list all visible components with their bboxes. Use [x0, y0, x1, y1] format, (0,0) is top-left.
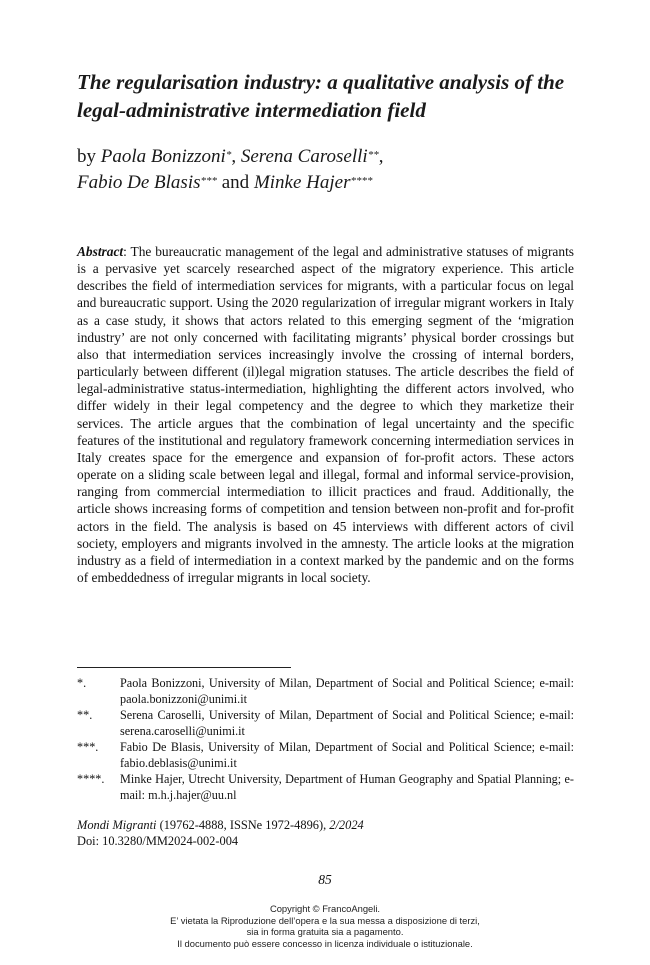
author-footnote-mark: **	[367, 149, 379, 161]
author-separator: ,	[231, 146, 241, 167]
footnote	[77, 771, 574, 803]
citation-line	[77, 817, 574, 833]
footnote	[77, 739, 574, 771]
article-title: The regularisation industry: a qualitative analysis of the legal-administrative intermediation field	[77, 70, 565, 122]
author-footnote-mark: ****	[350, 175, 373, 187]
journal-citation	[77, 817, 574, 849]
footnotes	[77, 675, 574, 803]
footnote-mark: ***.	[77, 740, 99, 754]
footnote	[77, 707, 574, 739]
author-list	[77, 144, 577, 196]
copyright-line: Copyright © FrancoAngeli.	[269, 903, 381, 914]
journal-name: Mondi Migranti	[77, 818, 157, 832]
copyright-line: E’ vietata la Riproduzione dell’opera e la sua messa a disposizione di terzi,	[170, 914, 480, 926]
footnote-mark: *.	[77, 676, 87, 690]
copyright-line: Il documento può essere concesso in licenza individuale o istituzionale.	[177, 937, 473, 949]
page-number: 85	[318, 872, 332, 887]
author-footnote-mark: *	[225, 149, 232, 161]
copyright-line: sia in forma gratuita sia a pagamento.	[246, 926, 404, 937]
issn-text: (19762-4888, ISSNe 1972-4896),	[156, 818, 330, 832]
author-name: Fabio De Blasis	[77, 172, 201, 193]
footnote	[77, 675, 574, 707]
abstract-label: Abstract	[77, 244, 124, 259]
footnote-mark: **.	[77, 708, 93, 722]
footnote-text: Fabio De Blasis, University of Milan, Department of Social and Political Science; e-mail: fabio.deblasis@unimi.it	[120, 740, 574, 770]
and-label: and	[217, 172, 254, 193]
by-label: by	[77, 146, 96, 167]
author-name: Minke Hajer	[253, 172, 351, 193]
author-name: Serena Caroselli	[240, 146, 368, 167]
abstract	[77, 243, 574, 586]
footnote-mark: ****.	[77, 772, 105, 786]
copyright-notice	[0, 903, 650, 949]
footnote-text: Serena Caroselli, University of Milan, Department of Social and Political Science; e-mail: serena.caroselli@unimi.it	[120, 708, 574, 738]
author-footnote-mark: ***	[200, 175, 217, 187]
footnote-text: Minke Hajer, Utrecht University, Department of Human Geography and Spatial Planning; e-mail: m.h.j.hajer@uu.nl	[120, 772, 574, 802]
author-name: Paola Bonizzoni	[100, 146, 226, 167]
doi: Doi: 10.3280/MM2024-002-004	[77, 834, 239, 848]
footnote-divider	[77, 667, 291, 668]
issue-number: 2/2024	[329, 818, 364, 832]
abstract-text: : The bureaucratic management of the legal and administrative statuses of migrants is a pervasive yet scarcely researched aspect of the migratory experience. This article describes the field of intermediation services for migrants, with a particular focus on legal and bureaucratic support. Using the 2020 regularization of irregular migrant workers in Italy as a case study, it shows that actors related to this emerging segment of the ‘migration industry’ are not only concerned with facilitating migrants’ physical border crossings but also that intermediation services increasingly involve the crossing of internal borders, particularly between different (il)legal migration statuses. The article describes the field of legal-administrative status-intermediation, highlighting the different actors involved, who differ widely in their legal competency and the degree to which they marketize their services. The article argues that the combination of legal uncertainty and the specific features of the institutional and regulatory framework concerning intermediation services in Italy creates space for the emergence and expansion of for-profit actors. These actors operate on a sliding scale between legal and illegal, formal and informal service-provision, ranging from commercial intermediation to illicit practices and fraud. Additionally, the article shows increasing forms of competition and tension between non-profit and for-profit actors in the field. The analysis is based on 45 interviews with different actors of civil society, employers and migrants involved in the amnesty. The article looks at the migration industry as a field of intermediation in a context marked by the pandemic and on the forms of embeddedness of irregular migrants in local society.	[77, 244, 574, 585]
author-separator: ,	[378, 146, 384, 167]
footnote-text: Paola Bonizzoni, University of Milan, Department of Social and Political Science; e-mail: paola.bonizzoni@unimi.it	[120, 676, 574, 706]
